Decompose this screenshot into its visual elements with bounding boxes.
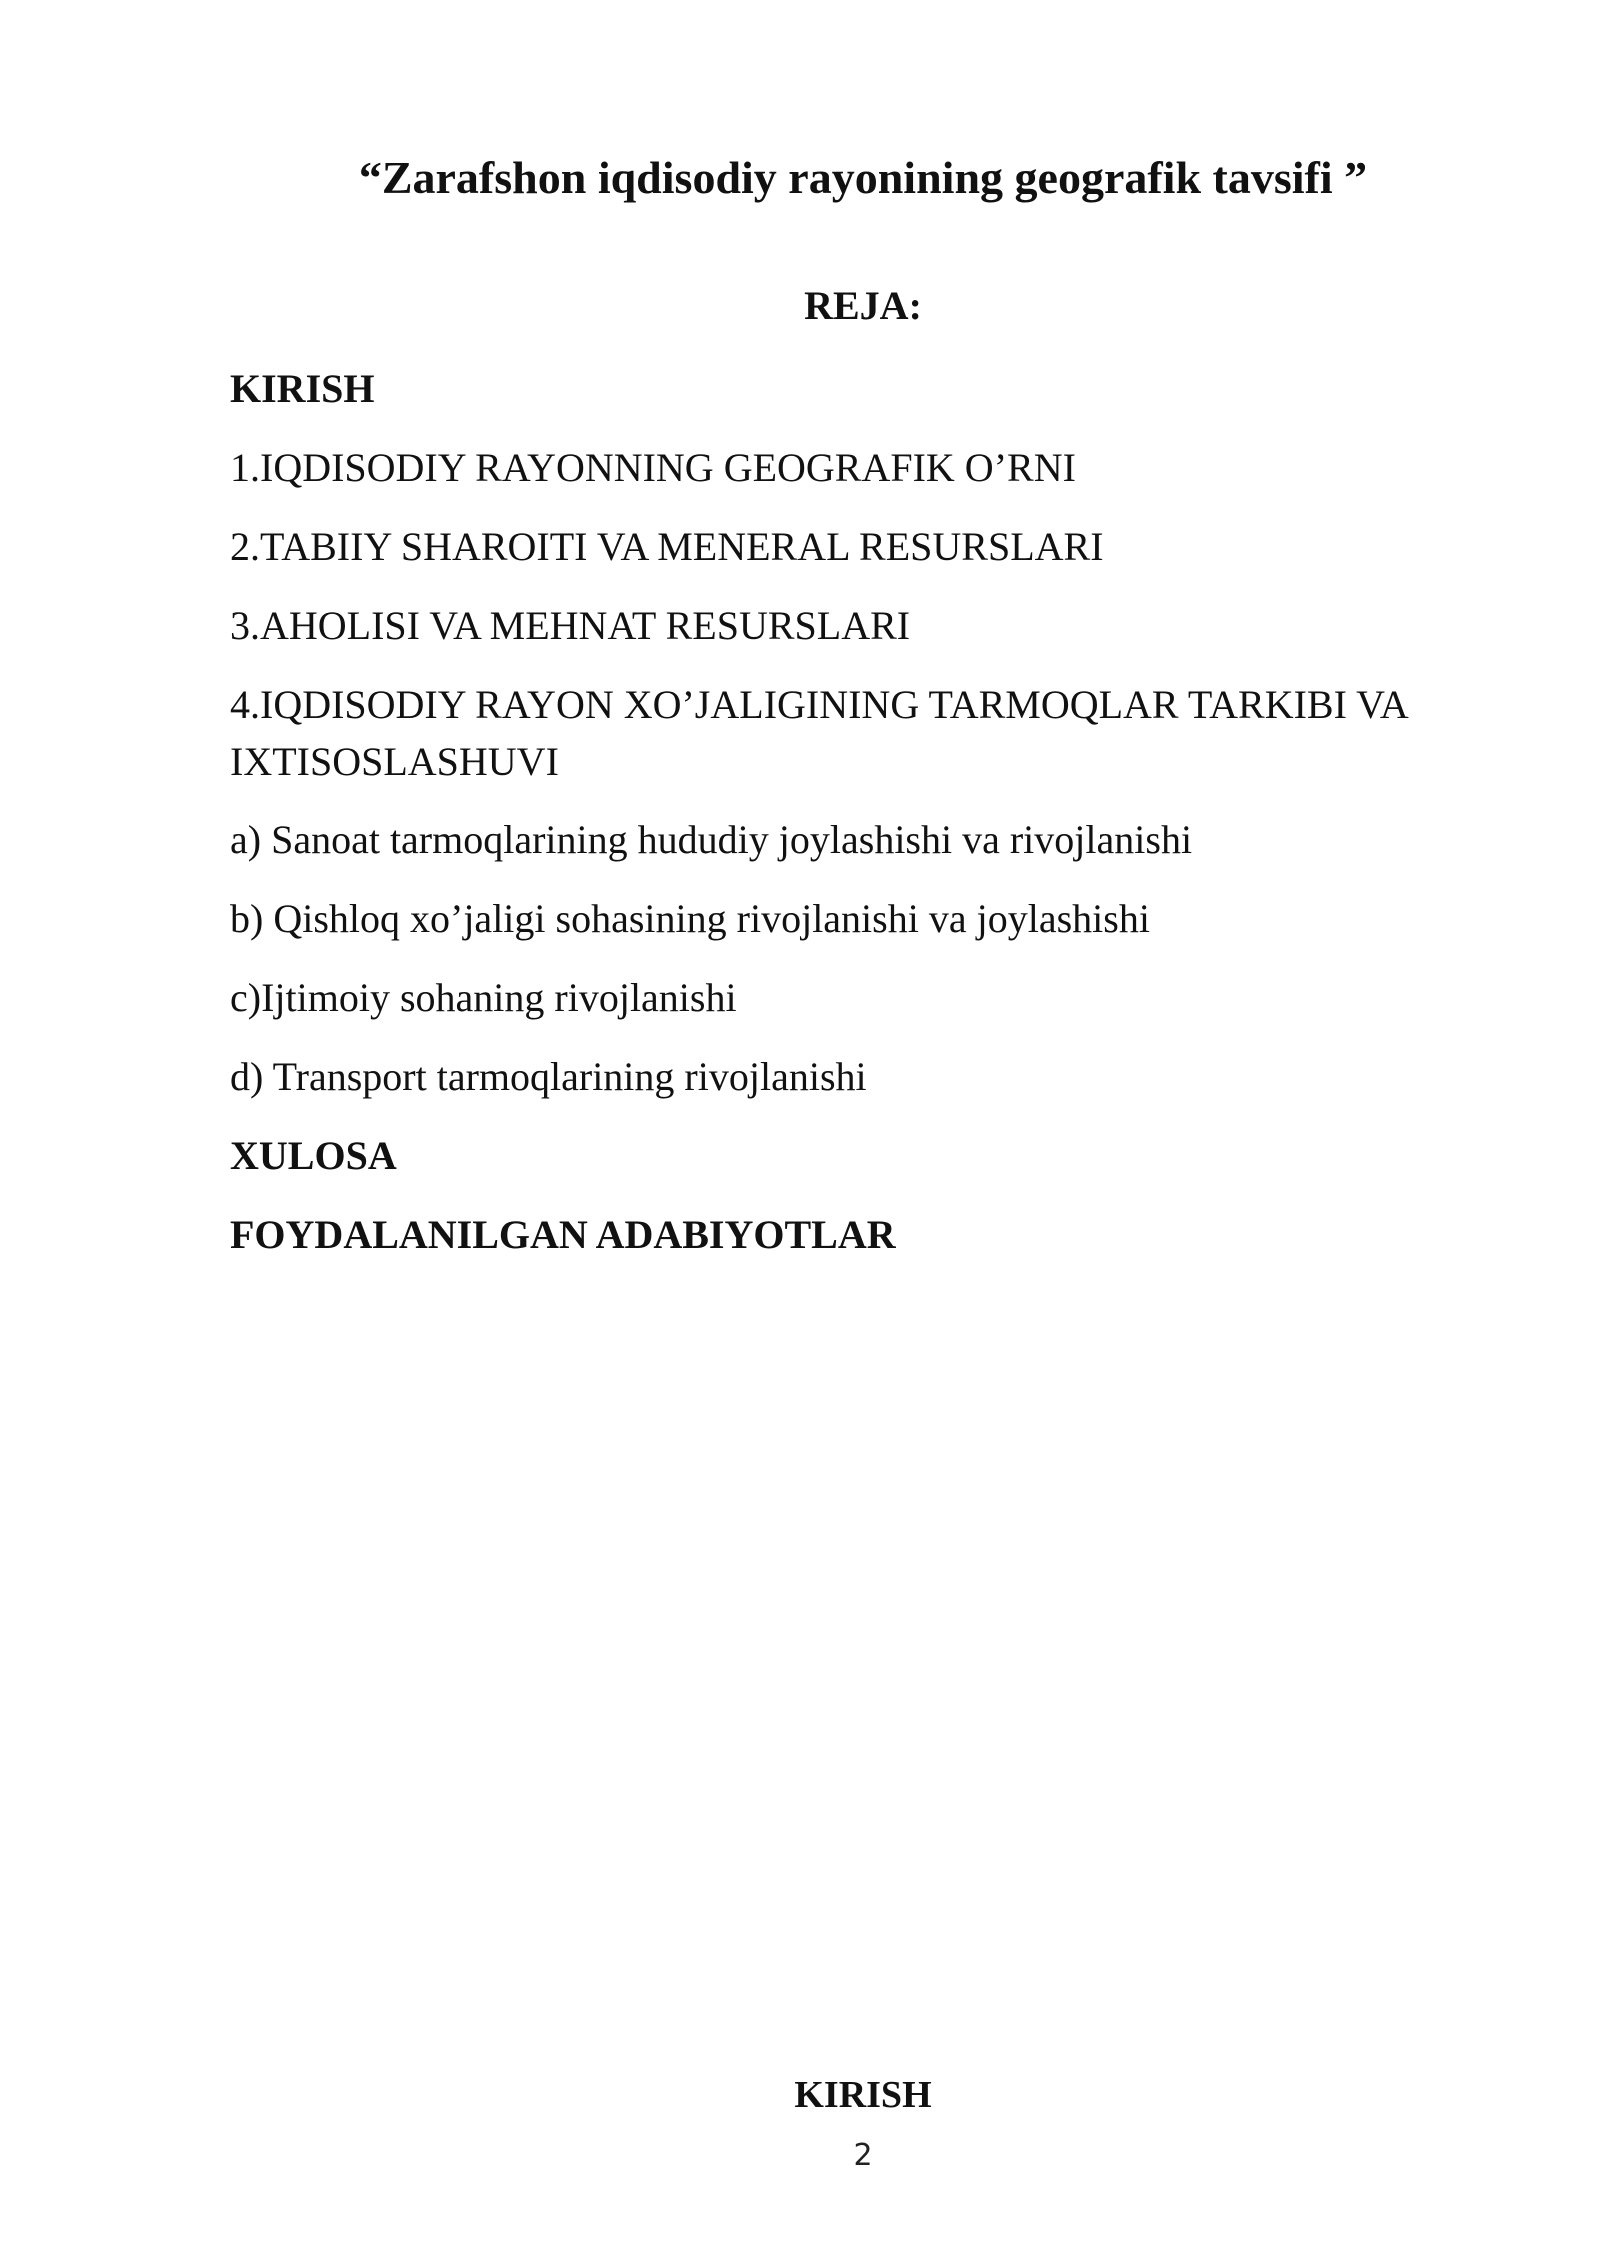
- section-heading-kirish: KIRISH: [794, 2074, 932, 2116]
- plan-item-2: 2.TABIIY SHAROITI VA MENERAL RESURSLARI: [230, 524, 1104, 569]
- plan-item-kirish: KIRISH: [230, 366, 375, 411]
- plan-item-xulosa: XULOSA: [230, 1133, 397, 1178]
- plan-heading: REJA:: [804, 283, 922, 328]
- plan-item-4d: d) Transport tarmoqlarining rivojlanishi: [230, 1054, 867, 1099]
- plan-item-3: 3.AHOLISI VA MEHNAT RESURSLARI: [230, 603, 911, 648]
- plan-item-4b: b) Qishloq xo’jaligi sohasining rivojlanishi va joylashishi: [230, 896, 1150, 941]
- plan-item-adabiyotlar: FOYDALANILGAN ADABIYOTLAR: [230, 1212, 896, 1257]
- plan-item-4: 4.IQDISODIY RAYON XO’JALIGINING TARMOQLAR TARKIBI VA IXTISOSLASHUVI: [230, 682, 1407, 784]
- plan-item-1: 1.IQDISODIY RAYONNING GEOGRAFIK O’RNI: [230, 445, 1076, 490]
- page-number: 2: [853, 2138, 873, 2173]
- plan-list: [230, 360, 1530, 1285]
- document-title: “Zarafshon iqdisodiy rayonining geografik tavsifi ”: [358, 152, 1368, 203]
- plan-item-4c: c)Ijtimoiy sohaning rivojlanishi: [230, 975, 737, 1020]
- plan-item-4a: a) Sanoat tarmoqlarining hududiy joylashishi va rivojlanishi: [230, 817, 1193, 862]
